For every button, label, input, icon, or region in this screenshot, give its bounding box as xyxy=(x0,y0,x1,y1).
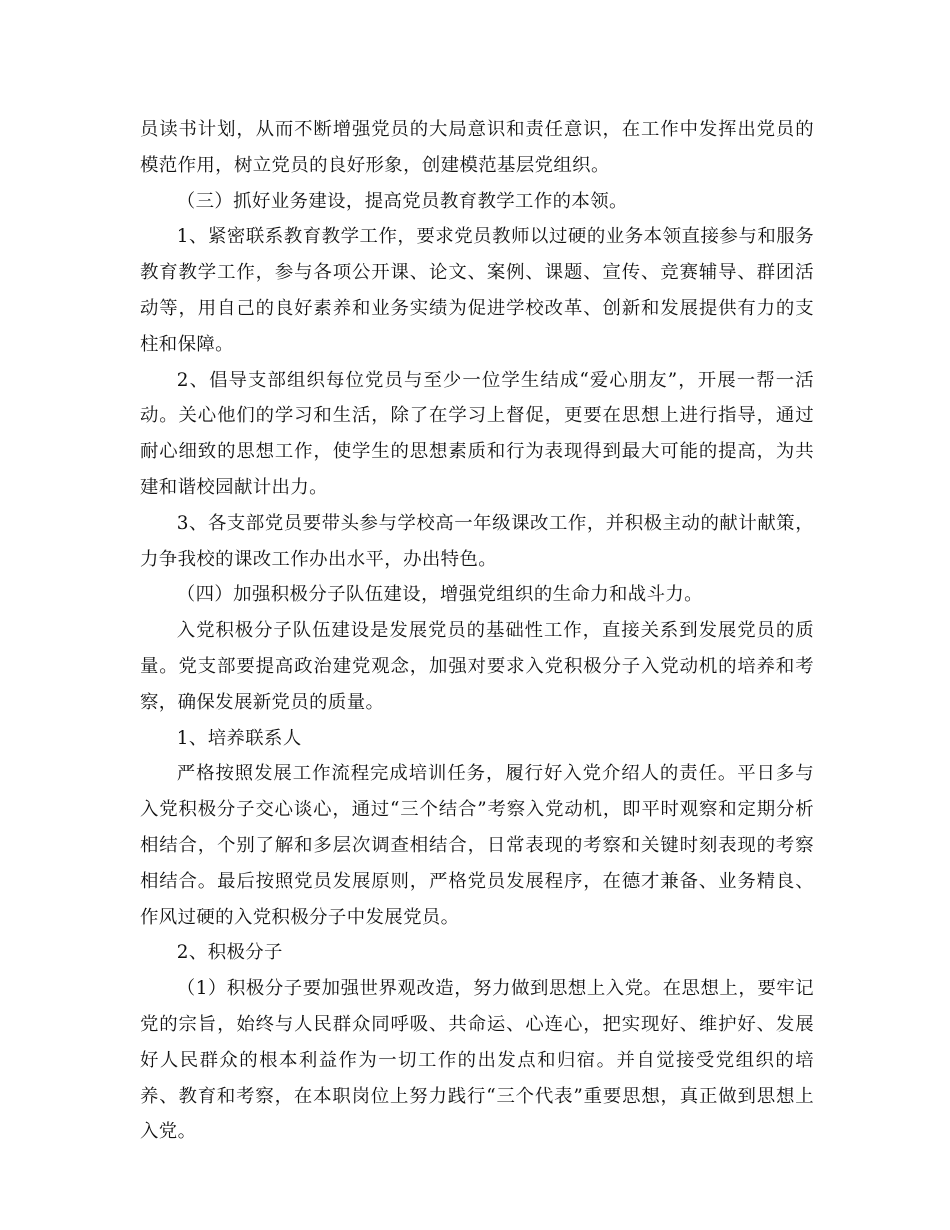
paragraph: 2、倡导支部组织每位党员与至少一位学生结成“爱心朋友”，开展一帮一活动。关心他们的学习和生活，除了在学习上督促，更要在思想上进行指导，通过耐心细致的思想工作，使学生的思想素质和行为表现得到最大可能的提高，为共建和谐校园献计出力。 xyxy=(140,369,814,498)
subheading: 2、积极分子 xyxy=(176,942,283,964)
section-heading: （四）加强积极分子队伍建设，增强党组织的生命力和战斗力。 xyxy=(176,584,703,606)
paragraph: 严格按照发展工作流程完成培训任务，履行好入党介绍人的责任。平日多与入党积极分子交心谈心，通过“三个结合”考察入党动机，即平时观察和定期分析相结合，个别了解和多层次调查相结合，日常表现的考察和关键时刻表现的考察相结合。最后按照党员发展原则，严格党员发展程序，在德才兼备、业务精良、作风过硬的入党积极分子中发展党员。 xyxy=(140,763,814,928)
document-body xyxy=(140,112,814,1150)
paragraph: 1、紧密联系教育教学工作，要求党员教师以过硬的业务本领直接参与和服务教育教学工作，参与各项公开课、论文、案例、课题、宣传、竞赛辅导、群团活动等，用自己的良好素养和业务实绩为促进学校改革、创新和发展提供有力的支柱和保障。 xyxy=(140,226,814,355)
paragraph: 3、各支部党员要带头参与学校高一年级课改工作，并积极主动的献计献策，力争我校的课改工作办出水平，办出特色。 xyxy=(140,512,814,570)
paragraph: 入党积极分子队伍建设是发展党员的基础性工作，直接关系到发展党员的质量。党支部要提高政治建党观念，加强对要求入党积极分子入党动机的培养和考察，确保发展新党员的质量。 xyxy=(140,620,814,713)
section-heading: （三）抓好业务建设，提高党员教育教学工作的本领。 xyxy=(176,190,628,212)
subheading: 1、培养联系人 xyxy=(176,727,302,749)
paragraph: （1）积极分子要加强世界观改造，努力做到思想上入党。在思想上，要牢记党的宗旨，始终与人民群众同呼吸、共命运、心连心，把实现好、维护好、发展好人民群众的根本利益作为一切工作的出发点和归宿。并自觉接受党组织的培养、教育和考察，在本职岗位上努力践行“三个代表”重要思想，真正做到思想上入党。 xyxy=(140,978,814,1143)
paragraph: 员读书计划，从而不断增强党员的大局意识和责任意识，在工作中发挥出党员的模范作用，树立党员的良好形象，创建模范基层党组织。 xyxy=(140,119,814,176)
